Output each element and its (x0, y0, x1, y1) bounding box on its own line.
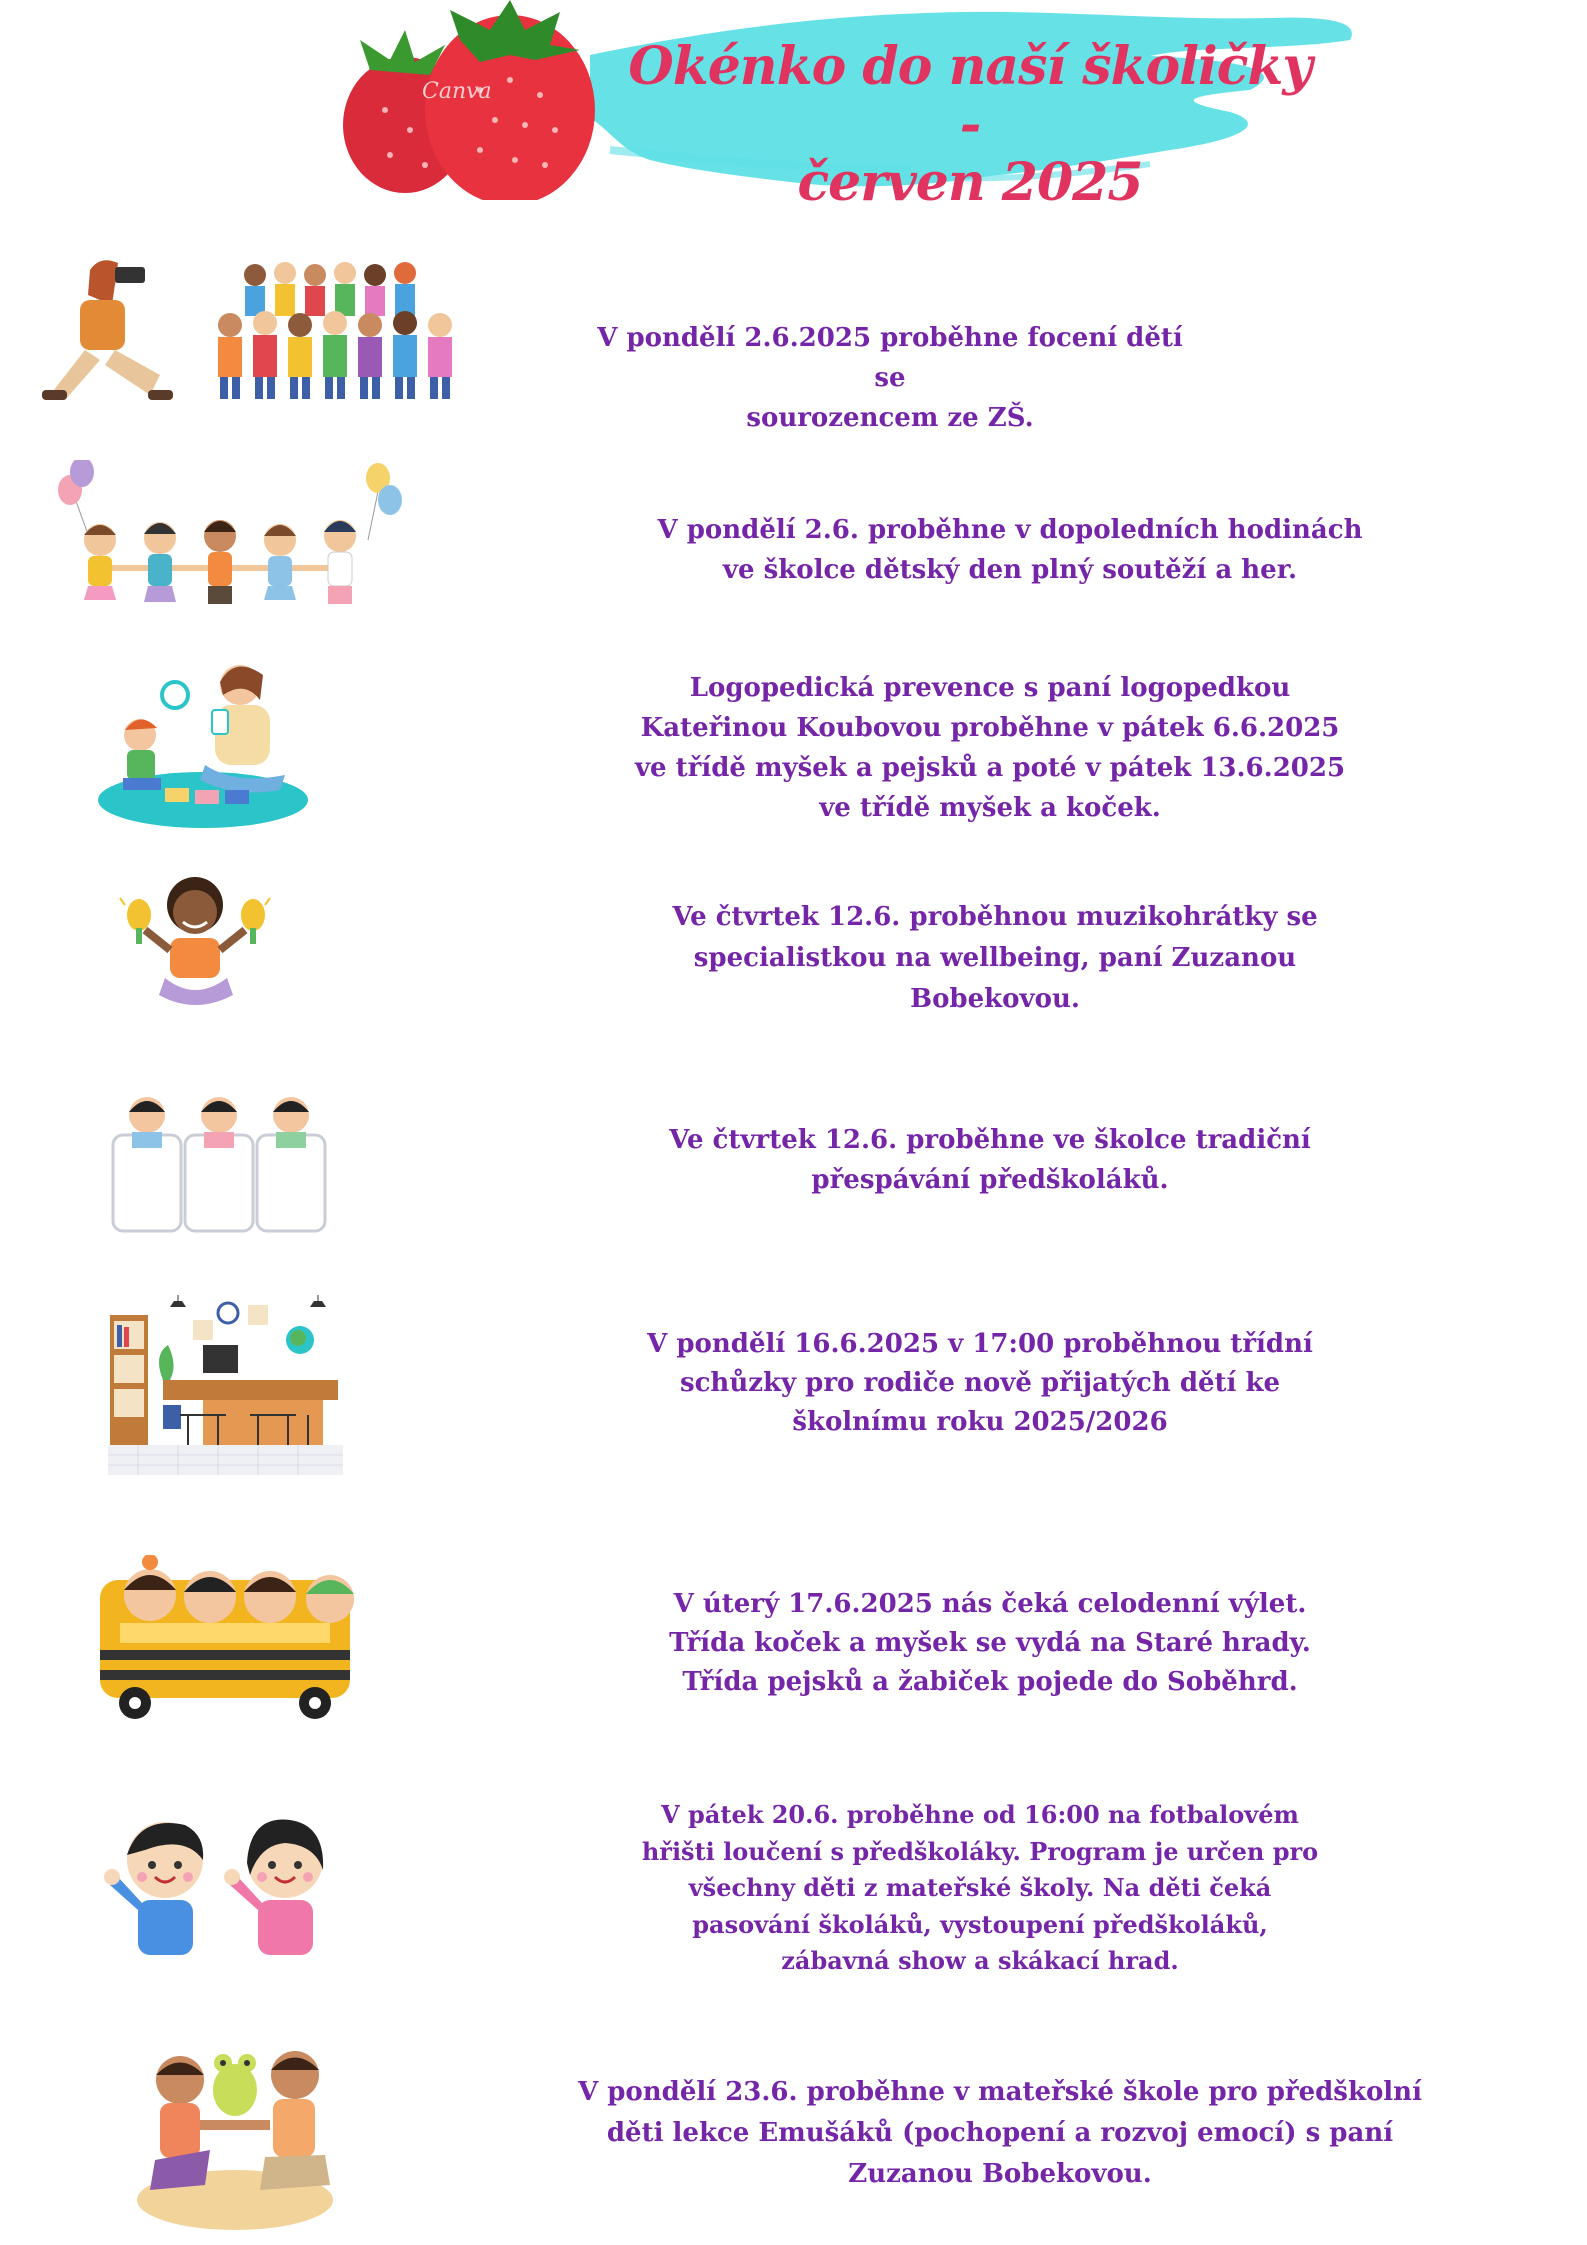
title-line-2: červen 2025 (797, 152, 1143, 213)
event-6-text: V pondělí 16.6.2025 v 17:00 proběhnou třídní schůzky pro rodiče nově přijatých dětí ke školnímu roku 2025/2026 (647, 1329, 1313, 1437)
waving-children-icon (100, 1815, 340, 1955)
classroom-icon (108, 1295, 343, 1475)
photographer-and-children-icon (40, 255, 460, 415)
children-sleeping-icon (110, 1090, 330, 1235)
children-holding-hands-icon (50, 460, 410, 625)
event-9-text: V pondělí 23.6. proběhne v mateřské škole pro předškolní děti lekce Emušáků (pochopení a rozvoj emocí) s paní Zuzanou Bobekovou. (578, 2077, 1422, 2189)
event-5-text: Ve čtvrtek 12.6. proběhne ve školce tradiční přespávání předškoláků. (669, 1125, 1311, 1195)
event-3-text: Logopedická prevence s paní logopedkou Kateřinou Koubovou proběhne v pátek 6.6.2025 ve třídě myšek a pejsků a poté v pátek 13.6.2025 ve třídě myšek a koček. (634, 673, 1346, 823)
title-line-1: Okénko do naší školičky - (628, 36, 1312, 155)
event-4-text: Ve čtvrtek 12.6. proběhnou muzikohrátky se specialistkou na wellbeing, paní Zuzanou Bobekovou. (672, 902, 1318, 1014)
children-with-frog-icon (135, 2035, 335, 2230)
school-bus-icon (95, 1555, 355, 1725)
event-1-text: V pondělí 2.6.2025 proběhne focení dětí se sourozencem ze ZŠ. (597, 323, 1183, 433)
canva-watermark: Canva (422, 79, 492, 104)
event-7-text: V úterý 17.6.2025 nás čeká celodenní výlet. Třída koček a myšek se vydá na Staré hrady. Třída pejsků a žabiček pojede do Soběhrd. (669, 1589, 1311, 1697)
event-8-text: V pátek 20.6. proběhne od 16:00 na fotbalovém hřišti loučení s předškoláky. Program je určen pro všechny děti z mateřské školy. Na děti čeká pasování školáků, vystoupení předškoláků, zábavná show a skákací hrad. (641, 1800, 1319, 1975)
page-title (620, 38, 1320, 212)
event-2-text: V pondělí 2.6. proběhne v dopoledních hodinách ve školce dětský den plný soutěží a her. (657, 515, 1363, 585)
speech-therapist-icon (95, 660, 315, 830)
child-with-maracas-icon (115, 870, 280, 1030)
strawberry-icon (310, 0, 610, 200)
